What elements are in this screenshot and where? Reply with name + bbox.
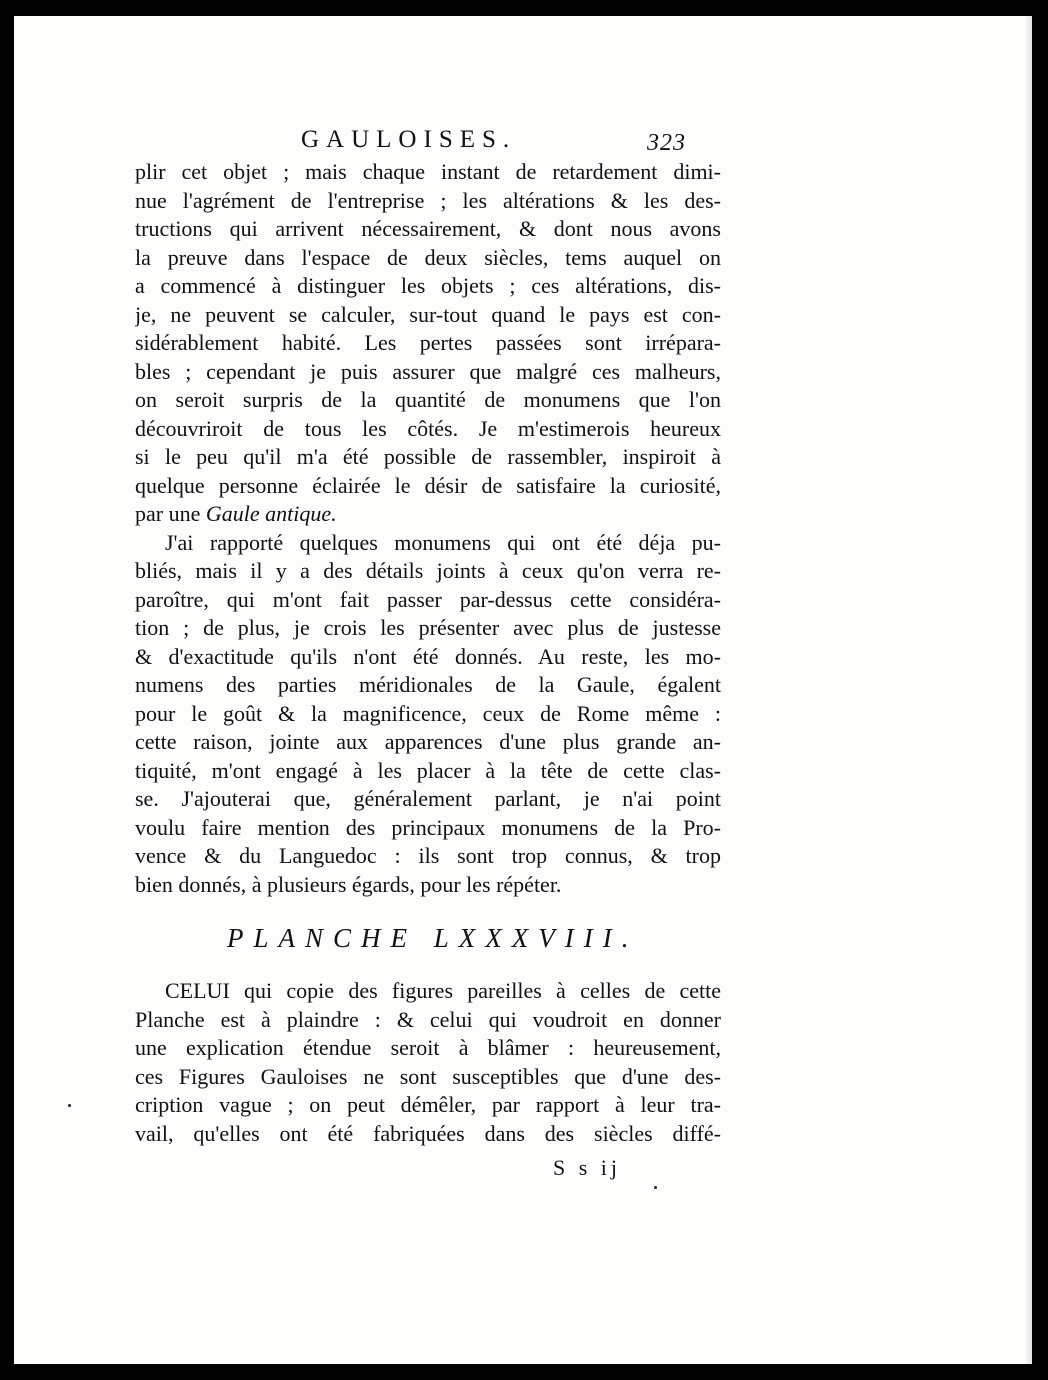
text-line: a commencé à distinguer les objets ; ces altérations, dis- [135,273,721,298]
running-title: GAULOISES. [301,126,517,153]
text-line: cription vague ; on peut démêler, par rapport à leur tra- [135,1092,721,1117]
text-line: on seroit surpris de la quantité de monumens que l'on [135,387,721,412]
running-head [135,118,721,158]
text-line: quelque personne éclairée le désir de satisfaire la curiosité, [135,472,721,498]
text-line: sidérablement habité. Les pertes passées sont irrépara- [135,330,721,355]
text-block [135,118,721,1182]
text-line: paroître, qui m'ont fait passer par-dessus cette considéra- [135,586,721,612]
text-run: par une [135,501,206,526]
ink-speck [654,1186,657,1189]
paragraph-2 [135,529,721,900]
text-line: bles ; cependant je puis assurer que malgré ces malheurs, [135,358,721,384]
text-line: se. J'ajouterai que, généralement parlant, je n'ai point [135,786,721,811]
text-line: vence & du Languedoc : ils sont trop connus, & trop [135,843,721,868]
text-line: tiquité, m'ont engagé à les placer à la tête de cette clas- [135,757,721,783]
text-line: vail, qu'elles ont été fabriquées dans des siècles diffé- [135,1120,721,1146]
text-line: nue l'agrément de l'entreprise ; les altérations & les des- [135,187,721,213]
text-line: numens des parties méridionales de la Gaule, égalent [135,672,721,697]
book-page [14,16,1032,1364]
text-line: Planche est à plaindre : & celui qui voudroit en donner [135,1006,721,1032]
signature-mark: S s ij [553,1155,622,1180]
italic-phrase: Gaule antique. [205,501,337,526]
text-line: si le peu qu'il m'a été possible de rassembler, inspiroit à [135,444,721,469]
page-number: 323 [647,130,686,156]
text-line: bien donnés, à plusieurs égards, pour les répéter. [135,871,562,897]
text-line: tructions qui arrivent nécessairement, & dont nous avons [135,216,721,241]
text-line: plir cet objet ; mais chaque instant de retardement dimi- [135,159,721,184]
text-line-last [135,500,721,529]
page-edge-shadow [1026,16,1032,1364]
text-line: CELUI qui copie des figures pareilles à celles de cette [165,978,721,1003]
text-line: la preuve dans l'espace de deux siècles, tems auquel on [135,244,721,270]
text-line: pour le goût & la magnificence, ceux de Rome même : [135,700,721,726]
ink-speck [68,1104,71,1107]
text-line: une explication étendue seroit à blâmer : heureusement, [135,1035,721,1060]
text-line: & d'exactitude qu'ils n'ont été donnés. Au reste, les mo- [135,643,721,669]
text-line: découvriroit de tous les côtés. Je m'estimerois heureux [135,415,721,441]
paragraph-1 [135,158,721,529]
text-line: bliés, mais il y a des détails joints à ceux qu'on verra re- [135,558,721,583]
text-line: je, ne peuvent se calculer, sur-tout quand le pays est con- [135,301,721,327]
section-heading: PLANCHE LXXXVIII. [227,923,639,953]
paragraph-3 [135,977,721,1148]
text-line: tion ; de plus, je crois les présenter avec plus de justesse [135,615,721,640]
text-line: J'ai rapporté quelques monumens qui ont été déja pu- [165,529,721,555]
text-line: voulu faire mention des principaux monumens de la Pro- [135,814,721,840]
text-line: cette raison, jointe aux apparences d'une plus grande an- [135,729,721,754]
text-line: ces Figures Gauloises ne sont susceptibles que d'une des- [135,1063,721,1089]
